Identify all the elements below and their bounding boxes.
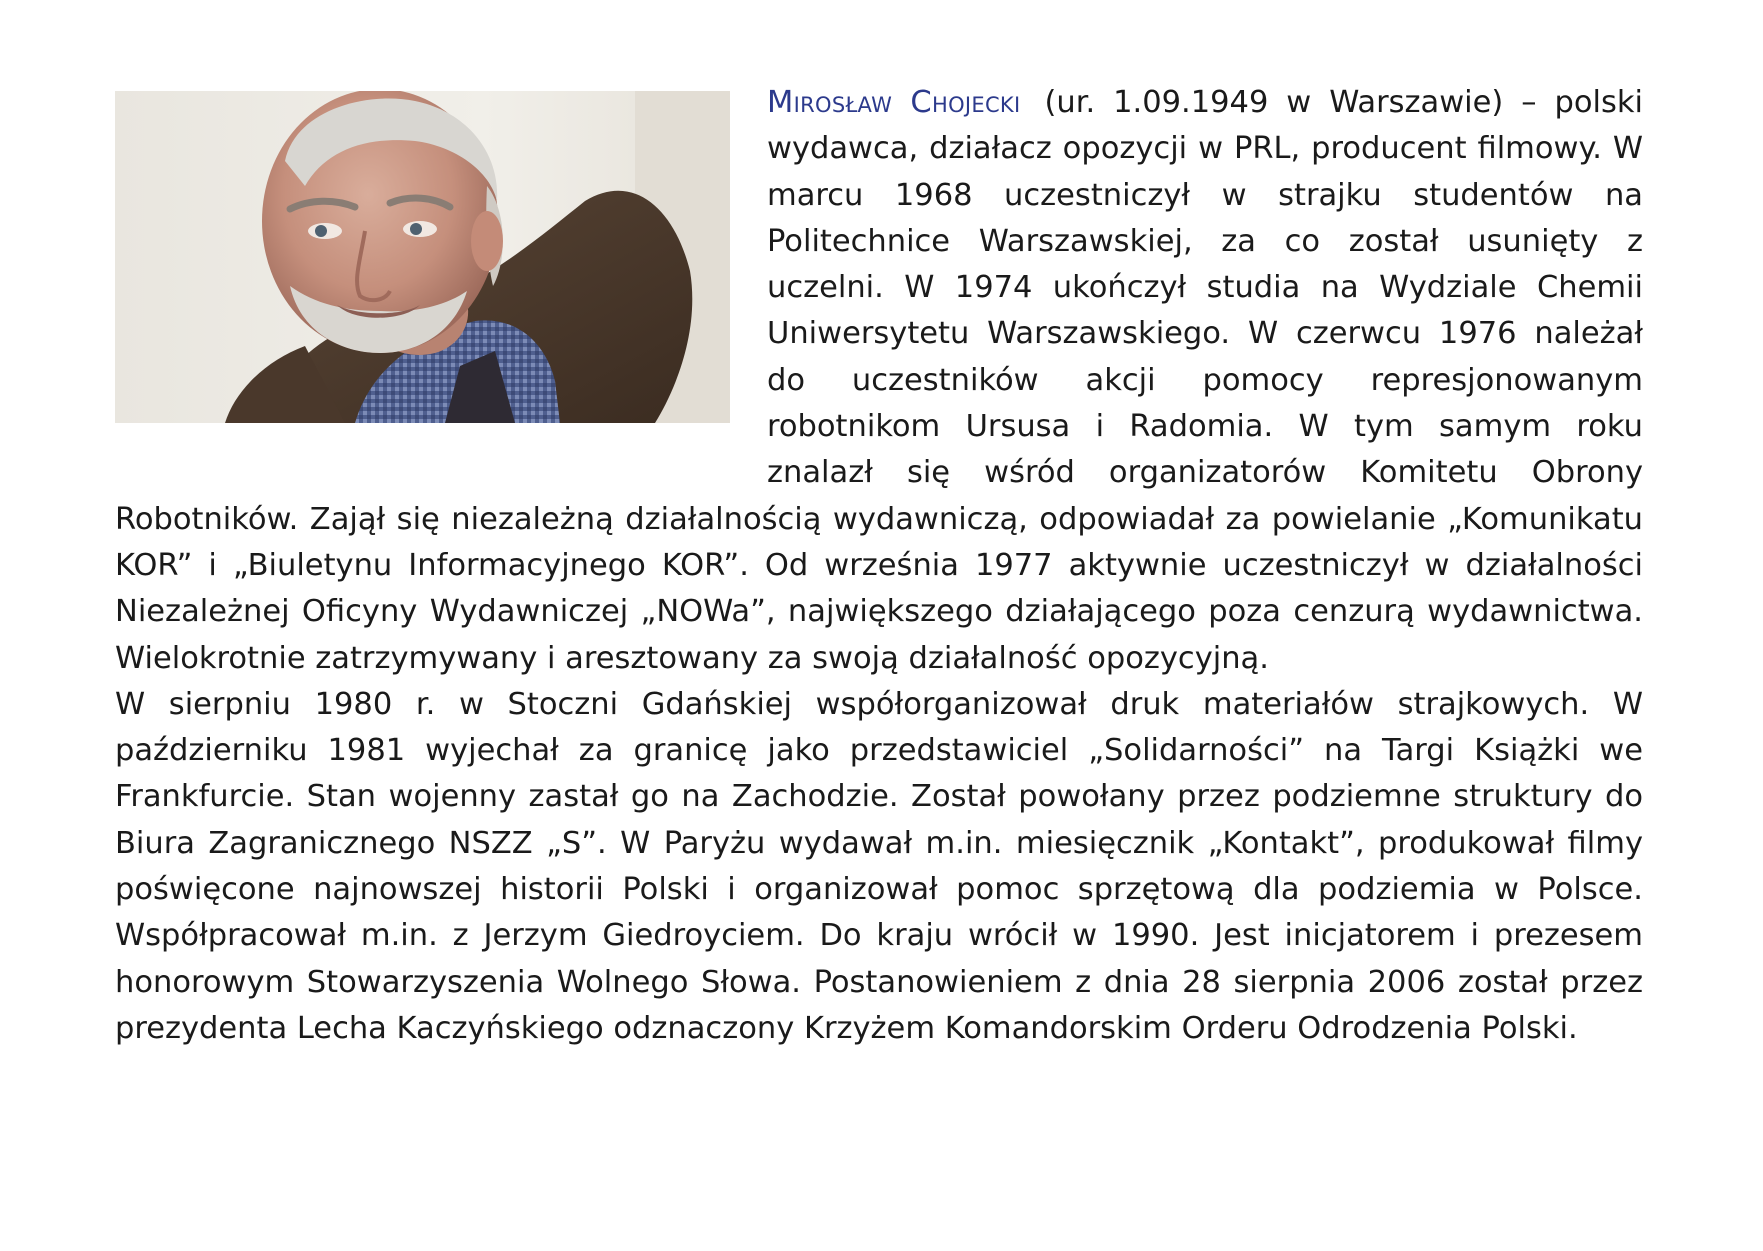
person-name: Mirosław Chojecki: [767, 85, 1021, 120]
biography-text: [115, 80, 1643, 1052]
photo-spacer: [115, 80, 767, 480]
biography-intro: (ur. 1.09.1949 w Warszawie) – polski wydawca, działacz opozycji w PRL, producent filmowy. W marcu 1968 uczestniczył w strajku studentów na Politechnice Warszawskiej, za co został usunięty z uczelni. W 1974 ukończył studia na Wydziale Chemii Uniwersytetu Warszawskiego. W czerwcu 1976 należał do uczestników akcji pomocy represjonowanym robotnikom Ursusa i Radomia. W tym samym roku znalazł się wśród organizatorów Komitetu Obrony Robotników. Zajął się niezależną działalnością wydawniczą, odpowiadał za powielanie „Komunikatu KOR” i „Biuletynu Informacyjnego KOR”. Od września 1977 aktywnie uczestniczył w działalności Niezależnej Oficyny Wydawniczej „NOWa”, największego działającego poza cenzurą wydawnictwa. Wielokrotnie zatrzymywany i aresztowany za swoją działalność opozycyjną.: [115, 85, 1643, 676]
biography-paragraph-2: W sierpniu 1980 r. w Stoczni Gdańskiej współorganizował druk materiałów strajkowych. W październiku 1981 wyjechał za granicę jako przedstawiciel „Solidarności” na Targi Książki we Frankfurcie. Stan wojenny zastał go na Zachodzie. Został powołany przez podziemne struktury do Biura Zagranicznego NSZZ „S”. W Paryżu wydawał m.in. miesięcznik „Kontakt”, produkował filmy poświęcone najnowszej historii Polski i organizował pomoc sprzętową dla podziemia w Polsce. Współpracował m.in. z Jerzym Giedroyciem. Do kraju wrócił w 1990. Jest inicjatorem i prezesem honorowym Stowarzyszenia Wolnego Słowa. Postanowieniem z dnia 28 sierpnia 2006 został przez prezydenta Lecha Kaczyńskiego odznaczony Krzyżem Komandorskim Orderu Odrodzenia Polski.: [115, 686, 1643, 1046]
